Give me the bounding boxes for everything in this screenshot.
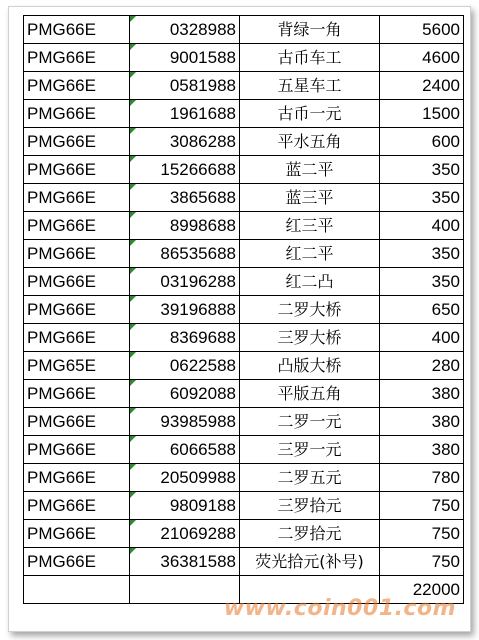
name-cell: 蓝二平	[240, 156, 380, 184]
table-row	[24, 324, 464, 352]
name-cell: 三罗一元	[240, 436, 380, 464]
name-cell: 二罗五元	[240, 464, 380, 492]
serial-cell: 8369688	[130, 324, 240, 352]
price-cell: 750	[380, 548, 464, 576]
code-cell: PMG66E	[24, 212, 130, 240]
serial-cell: 86535688	[130, 240, 240, 268]
comment-marker-icon	[130, 72, 136, 78]
comment-marker-icon	[130, 100, 136, 106]
table-row	[24, 44, 464, 72]
table-row	[24, 492, 464, 520]
name-cell: 平水五角	[240, 128, 380, 156]
name-cell: 红三平	[240, 212, 380, 240]
table-row	[24, 212, 464, 240]
name-cell: 三罗大桥	[240, 324, 380, 352]
serial-cell: 0622588	[130, 352, 240, 380]
price-cell: 4600	[380, 44, 464, 72]
comment-marker-icon	[130, 492, 136, 498]
comment-marker-icon	[130, 548, 136, 554]
serial-cell: 9809188	[130, 492, 240, 520]
price-cell: 350	[380, 156, 464, 184]
name-cell: 凸版大桥	[240, 352, 380, 380]
serial-cell: 21069288	[130, 520, 240, 548]
total-value: 22000	[380, 576, 464, 604]
comment-marker-icon	[130, 520, 136, 526]
name-cell: 三罗拾元	[240, 492, 380, 520]
table-row	[24, 72, 464, 100]
price-cell: 400	[380, 212, 464, 240]
comment-marker-icon	[130, 464, 136, 470]
name-cell: 蓝三平	[240, 184, 380, 212]
serial-cell: 0581988	[130, 72, 240, 100]
serial-cell: 93985988	[130, 408, 240, 436]
comment-marker-icon	[130, 16, 136, 22]
serial-cell: 9001588	[130, 44, 240, 72]
serial-cell: 15266688	[130, 156, 240, 184]
serial-cell: 1961688	[130, 100, 240, 128]
table-row	[24, 296, 464, 324]
table-row	[24, 380, 464, 408]
watermark: www.coin001.com	[223, 596, 456, 621]
name-cell: 平版五角	[240, 380, 380, 408]
price-cell: 350	[380, 240, 464, 268]
code-cell: PMG66E	[24, 184, 130, 212]
name-cell: 二罗拾元	[240, 520, 380, 548]
price-cell: 280	[380, 352, 464, 380]
table-row	[24, 128, 464, 156]
code-cell: PMG66E	[24, 520, 130, 548]
price-cell: 1500	[380, 100, 464, 128]
comment-marker-icon	[130, 296, 136, 302]
code-cell: PMG66E	[24, 268, 130, 296]
table-row	[24, 408, 464, 436]
serial-cell: 39196888	[130, 296, 240, 324]
table-row	[24, 184, 464, 212]
price-cell: 350	[380, 184, 464, 212]
code-cell: PMG66E	[24, 156, 130, 184]
name-cell: 五星车工	[240, 72, 380, 100]
comment-marker-icon	[130, 156, 136, 162]
price-cell: 2400	[380, 72, 464, 100]
code-cell: PMG66E	[24, 380, 130, 408]
total-empty-cell-1	[24, 576, 130, 604]
code-cell: PMG66E	[24, 16, 130, 44]
serial-cell: 8998688	[130, 212, 240, 240]
comment-marker-icon	[130, 408, 136, 414]
price-cell: 750	[380, 520, 464, 548]
name-cell: 古币一元	[240, 100, 380, 128]
serial-cell: 3865688	[130, 184, 240, 212]
name-cell: 二罗一元	[240, 408, 380, 436]
price-cell: 380	[380, 436, 464, 464]
photo-frame	[8, 6, 471, 632]
price-cell: 780	[380, 464, 464, 492]
serial-cell: 6066588	[130, 436, 240, 464]
table-row	[24, 268, 464, 296]
name-cell: 红二凸	[240, 268, 380, 296]
comment-marker-icon	[130, 436, 136, 442]
comment-marker-icon	[130, 352, 136, 358]
name-cell: 背绿一角	[240, 16, 380, 44]
name-cell: 二罗大桥	[240, 296, 380, 324]
serial-cell: 36381588	[130, 548, 240, 576]
code-cell: PMG66E	[24, 548, 130, 576]
code-cell: PMG66E	[24, 492, 130, 520]
comment-marker-icon	[130, 240, 136, 246]
table-row	[24, 156, 464, 184]
table-row	[24, 16, 464, 44]
code-cell: PMG66E	[24, 324, 130, 352]
price-cell: 750	[380, 492, 464, 520]
table-row	[24, 240, 464, 268]
price-cell: 650	[380, 296, 464, 324]
code-cell: PMG66E	[24, 408, 130, 436]
name-cell: 荧光拾元(补号)	[240, 548, 380, 576]
comment-marker-icon	[130, 268, 136, 274]
price-cell: 400	[380, 324, 464, 352]
table-row	[24, 100, 464, 128]
serial-cell: 6092088	[130, 380, 240, 408]
comment-marker-icon	[130, 212, 136, 218]
comment-marker-icon	[130, 184, 136, 190]
table-row	[24, 436, 464, 464]
price-cell: 380	[380, 380, 464, 408]
code-cell: PMG65E	[24, 352, 130, 380]
table-row	[24, 352, 464, 380]
code-cell: PMG66E	[24, 436, 130, 464]
code-cell: PMG66E	[24, 296, 130, 324]
comment-marker-icon	[130, 128, 136, 134]
price-table	[23, 15, 464, 604]
table-row	[24, 520, 464, 548]
code-cell: PMG66E	[24, 72, 130, 100]
price-cell: 600	[380, 128, 464, 156]
code-cell: PMG66E	[24, 464, 130, 492]
serial-cell: 03196288	[130, 268, 240, 296]
serial-cell: 20509988	[130, 464, 240, 492]
table-row	[24, 548, 464, 576]
name-cell: 红二平	[240, 240, 380, 268]
name-cell: 古币车工	[240, 44, 380, 72]
table-row	[24, 464, 464, 492]
code-cell: PMG66E	[24, 44, 130, 72]
serial-cell: 3086288	[130, 128, 240, 156]
code-cell: PMG66E	[24, 128, 130, 156]
price-cell: 5600	[380, 16, 464, 44]
table-body	[24, 16, 464, 576]
comment-marker-icon	[130, 324, 136, 330]
comment-marker-icon	[130, 380, 136, 386]
code-cell: PMG66E	[24, 100, 130, 128]
serial-cell: 0328988	[130, 16, 240, 44]
comment-marker-icon	[130, 44, 136, 50]
price-cell: 380	[380, 408, 464, 436]
code-cell: PMG66E	[24, 240, 130, 268]
price-cell: 350	[380, 268, 464, 296]
